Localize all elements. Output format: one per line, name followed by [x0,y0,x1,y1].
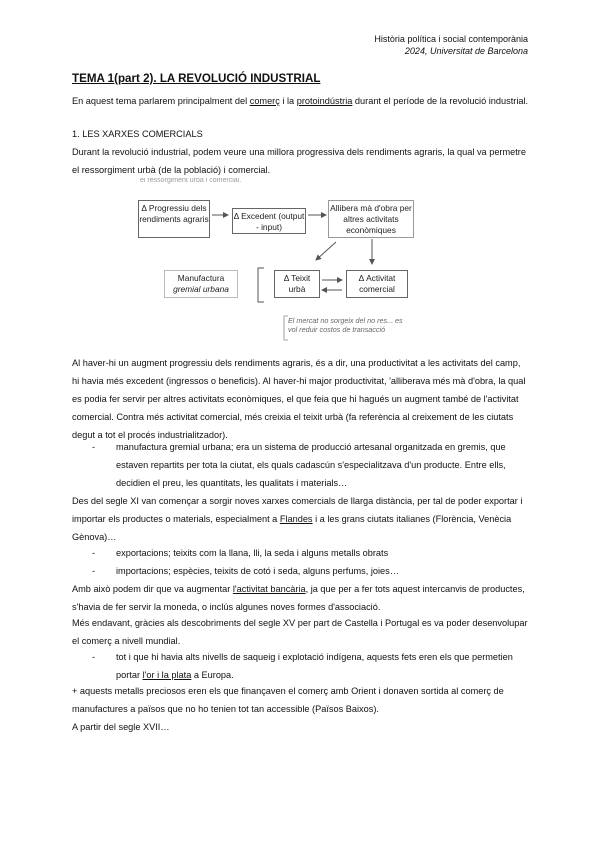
diagram-note: El mercat no sorgeix del no res... es vol reduir costos de transacció [288,314,408,340]
box-activitat-comercial: Δ Activitat comercial [346,270,408,298]
institution: 2024, Universitat de Barcelona [404,46,528,56]
bullet-marker: - [92,566,96,576]
term-or-plata: l'or i la plata [142,670,192,680]
bullet-or-plata: tot i que hi havia alts nivells de saqueig i explotació indígena, aquests fets eren els que permetien portar l'or i la plata a Europa. [116,652,513,680]
paragraph-4: Amb això podem dir que va augmentar l'activitat bancària, ja que per a fer tots aquest intercanvis de productes, s'havia de fer servir la moneda, o inclús algunes noves formes d'associació. [72,584,525,612]
intro-paragraph: En aquest tema parlarem principalment del comerç i la protoindústria durant el període de la revolució industrial. [72,96,529,106]
paragraph-5: Més endavant, gràcies als descobriments del segle XV per part de Castella i Portugal es va poder desenvolupar el comerç a nivell mundial. [72,618,528,646]
faded-text-strip: el ressorgiment urbà i comercial. [140,178,242,184]
arrow-4 [316,242,336,260]
term-flandes: Flandes [279,514,313,524]
box-rendiments: Δ Progressiu dels rendiments agraris [138,200,210,238]
bullet-manufactura: manufactura gremial urbana; era un sistema de producció artesanal organitzada en gremis, que estaven repartits per tota la ciutat, els quals cadascún s'especialitzava d'un producte. Entre ells, decidien el preu, les quantitats, les qualitats i materials… [116,442,506,488]
term-comerc: comerç [249,96,280,106]
bullet-marker: - [92,652,96,662]
paragraph-3: Des del segle XI van començar a sorgir noves xarxes comercials de llarga distància, per tal de poder exportar i importar els productes o materials, especialment a Flandes i a les grans ciutats italianes (Florència, Venècia Gènova)… [72,496,523,542]
box-teixit-urba: Δ Teixit urbà [274,270,320,298]
bracket [258,268,264,302]
document-header [374,33,528,57]
bullet-marker: - [92,442,96,452]
paragraph-2: Al haver-hi un augment progressiu dels rendiments agraris, és a dir, una productivitat a les activitats del camp, hi havia més excedent (ingressos o beneficis). Al haver-hi major productivitat, 'alliberava més mà d'obra, la qual es podia fer servir per altres activitats econòmiques, el que feia que hi hagués un augment també de l'activitat comercial. Contra més activitat comercial, més creixia el teixit urbà (fa referència al creixement de les ciutats degut a tot el procés industrialitzador). [72,358,526,440]
box-manufactura: Manufactura gremial urbana [164,270,238,298]
paragraph-1: Durant la revolució industrial, podem veure una millora progressiva dels rendiments agraris, la qual va permetre el ressorgiment urbà (de la població) i comercial. [72,147,526,175]
course-name: Història política i social contemporània [374,34,528,44]
box-ma-obra: Allibera mà d'obra per altres activitats econòmiques [328,200,414,238]
bullet-marker: - [92,548,96,558]
paragraph-7: A partir del segle XVII… [72,722,170,732]
term-activitat-bancaria: l'activitat bancària [232,584,306,594]
term-protoindustria: protoindústria [296,96,353,106]
box-excedent: Δ Excedent (output - input) [232,208,306,234]
bullet-exportacions: exportacions; teixits com la llana, lli, la seda i alguns metalls obrats [116,548,389,558]
flow-diagram [138,184,418,344]
paragraph-6: + aquests metalls preciosos eren els que finançaven el comerç amb Orient i donaven sortida al comerç de manufactures a països que no ho tenien tot tan accessible (Països Baixos). [72,686,504,714]
page-title: TEMA 1(part 2). LA REVOLUCIÓ INDUSTRIAL [72,72,321,85]
section-heading: 1. LES XARXES COMERCIALS [72,129,203,139]
bullet-importacions: importacions; espècies, teixits de cotó i seda, alguns perfums, joies… [116,566,399,576]
